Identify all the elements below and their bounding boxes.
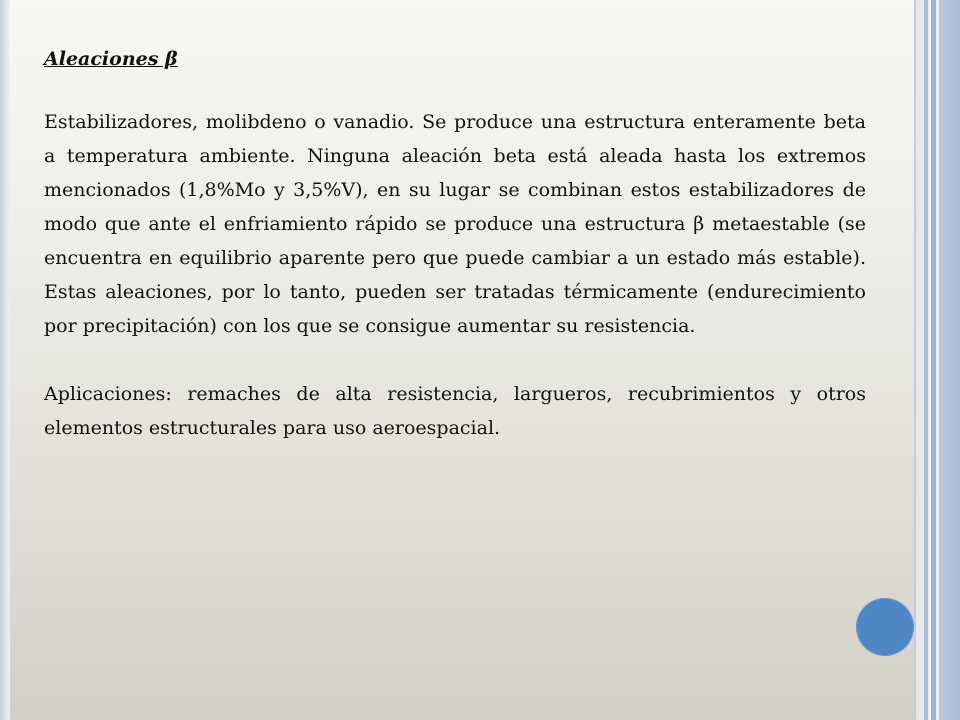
decorative-circle — [856, 598, 914, 656]
stripe-line — [939, 0, 960, 720]
stripe-line — [916, 0, 924, 720]
slide-heading: Aleaciones β — [44, 48, 178, 70]
right-stripe-decoration — [914, 0, 960, 720]
left-border-decoration — [0, 0, 10, 720]
slide-content — [44, 44, 866, 479]
body-paragraph-1: Estabilizadores, molibdeno o vanadio. Se produce una estructura enteramente beta a temperatura ambiente. Ninguna aleación beta está aleada hasta los extremos mencionados (1,8%Mo y 3,5%V), en su lugar se combinan estos estabilizadores de modo que ante el enfriamiento rápido se produce una estructura β metaestable (se encuentra en equilibrio aparente pero que puede cambiar a un estado más estable). Estas aleaciones, por lo tanto, pueden ser tratadas térmicamente (endurecimiento por precipitación) con los que se consigue aumentar su resistencia. — [44, 111, 866, 337]
body-paragraph-2: Aplicaciones: remaches de alta resistencia, largueros, recubrimientos y otros elementos estructurales para uso aeroespacial. — [44, 383, 866, 439]
